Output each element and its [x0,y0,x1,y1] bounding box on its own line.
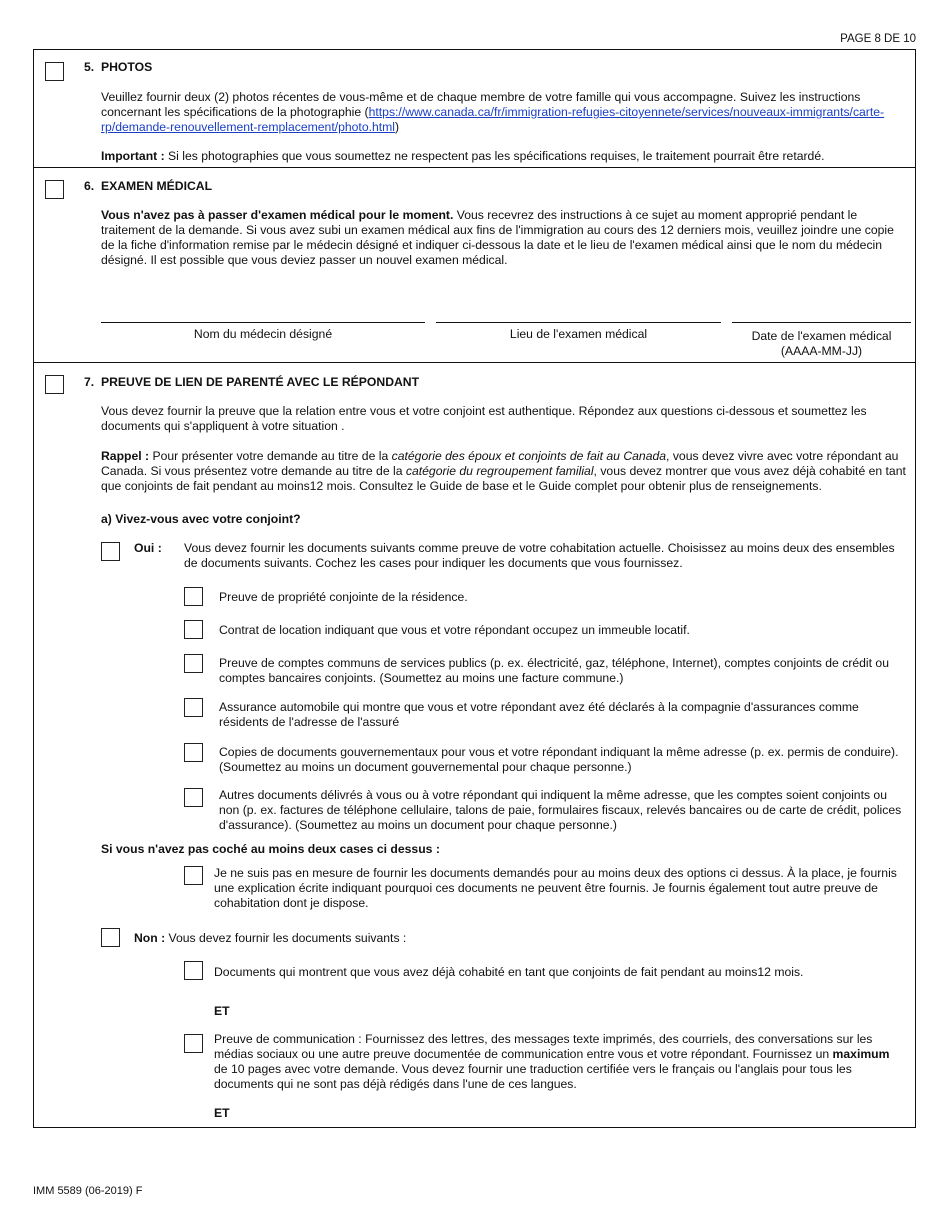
rappel-label: Rappel : [101,449,150,463]
section-6-text [101,208,901,268]
important-text: Si les photographies que vous soumettez ne respectent pas les spécifications requises, le traitement pourrait être retardé. [164,149,825,163]
communication-text-2: de 10 pages avec votre demande. Vous devez fournir une traduction certifiée vers le français ou l'anglais pour tous les documents qui ne sont pas déjà rédigés dans l'une de ces langues. [214,1062,852,1091]
doc-option-label: Autres documents délivrés à vous ou à votre répondant qui indiquent la même adresse, que les comptes soient conjoints ou non (p. ex. factures de téléphone cellulaire, talons de paie, formulaires fiscaux, relevés bancaires ou de carte de crédit, polices d'assurance). (Soumettez au moins un document pour chaque personne.) [219,788,902,832]
section-7-rappel [101,449,906,494]
medical-bold-text: Vous n'avez pas à passer d'examen médical pour le moment. [101,208,454,222]
section-5-important [101,149,906,164]
medical-text: Vous recevrez des instructions à ce sujet au moment approprié pendant le traitement de la demande. Si vous avez subi un examen médical aux fins de l'immigration au cours des 12 derniers mois, veuillez joindre une copie de la fiche d'information remise par le médecin désigné et indiquer ci-dessous la date et le lieu de l'examen médical ainsi que le nom du médecin désigné. Il est possible que vous deviez passer un nouvel examen médical. [101,208,894,267]
cohabitation-proof-label: Documents qui montrent que vous avez déjà cohabité en tant que conjoints de fait pendant au moins12 mois. [214,965,804,979]
communication-text-1: Preuve de communication : Fournissez des lettres, des messages texte imprimés, des courriels, des conversations sur les médias sociaux ou une autre preuve documentée de communication entre vous et votre répondant. Fournissez un [214,1032,873,1061]
cohabitation-proof-checkbox[interactable] [184,961,203,980]
oui-checkbox[interactable] [101,542,120,561]
rappel-text-3: , vous devez montrer que vous avez déjà cohabité en tant que conjoints de fait pendant au moins12 mois. Consultez le Guide de base et le Guide complet pour obtenir plus de renseignements. [101,464,906,493]
doc-option-checkbox[interactable] [184,587,203,606]
section-divider [33,362,916,363]
section-5-checkbox[interactable] [45,62,64,81]
section-5-title: PHOTOS [101,60,153,74]
photo-instructions-text: Veuillez fournir deux (2) photos récentes de vous-même et de chaque membre de votre famille qui vous accompagne. Suivez les instructions concernant les spécifications de la photographie ( [101,90,861,119]
doc-option-label: Assurance automobile qui montre que vous et votre répondant avez été déclarés à la compagnie d'assurances comme résidents de l'adresse de l'assuré [219,700,859,729]
section-5-instructions [101,90,906,135]
rappel-category-family: catégorie du regroupement familial [405,464,594,478]
section-6-title: EXAMEN MÉDICAL [101,179,213,193]
section-7-title: PREUVE DE LIEN DE PARENTÉ AVEC LE RÉPONDANT [101,375,420,389]
doctor-name-field[interactable] [101,322,425,323]
rappel-category-spouse: catégorie des époux et conjoints de fait au Canada [391,449,667,463]
oui-text: Vous devez fournir les documents suivants comme preuve de votre cohabitation actuelle. Choisissez au moins deux des ensembles de documents suivants. Cochez les cases pour indiquer les documents que vous fournissez. [184,541,895,570]
et-label: ET [214,1106,230,1120]
question-a: a) Vivez-vous avec votre conjoint? [101,512,301,526]
non-checkbox[interactable] [101,928,120,947]
communication-maximum: maximum [832,1047,890,1061]
section-5-number: 5. [84,60,95,74]
page-number: PAGE 8 DE 10 [840,33,916,45]
exam-place-field[interactable] [436,322,721,323]
section-7-intro: Vous devez fournir la preuve que la relation entre vous et votre conjoint est authentique. Répondez aux questions ci-dessous et soumettez les documents qui s'appliquent à votre situation . [101,404,867,433]
doc-option-label: Preuve de comptes communs de services publics (p. ex. électricité, gaz, téléphone, Internet), comptes conjoints de crédit ou comptes bancaires conjoints. (Soumettez au moins une facture commune.) [219,656,889,685]
form-code: IMM 5589 (06-2019) F [33,1185,143,1197]
exam-place-label: Lieu de l'examen médical [509,327,648,341]
doctor-name-label: Nom du médecin désigné [193,327,333,341]
exam-date-field[interactable] [732,322,911,323]
rappel-text-2: , vous devez vivre avec votre répondant au Canada. Si vous présentez votre demande au titre de la [101,449,899,478]
communication-proof-checkbox[interactable] [184,1034,203,1053]
doc-option-label: Copies de documents gouvernementaux pour vous et votre répondant indiquant la même adresse (p. ex. permis de conduire). (Soumettez au moins un document gouvernemental pour chaque personne.) [219,745,899,774]
et-label: ET [214,1004,230,1018]
doc-option-label: Preuve de propriété conjointe de la résidence. [219,590,468,604]
not-two-text: Je ne suis pas en mesure de fournir les documents demandés pour au moins deux des options ci dessus. À la place, je fournis une explication écrite indiquant pourquoi ces documents ne peuvent être fournis. Je fournis également tout autre preuve de cohabitation dont je dispose. [214,866,897,910]
communication-proof-label [214,1032,906,1092]
rappel-text-1: Pour présenter votre demande au titre de la [149,449,392,463]
doc-option-checkbox[interactable] [184,654,203,673]
section-divider [33,167,916,168]
doc-option-label: Contrat de location indiquant que vous et votre répondant occupez un immeuble locatif. [219,623,690,637]
oui-label: Oui : [134,541,162,555]
exam-date-label: Date de l'examen médical [751,329,892,343]
exam-date-format: (AAAA-MM-JJ) [780,344,863,358]
section-7-number: 7. [84,375,95,389]
doc-option-checkbox[interactable] [184,698,203,717]
section-6-checkbox[interactable] [45,180,64,199]
not-two-label: Si vous n'avez pas coché au moins deux cases ci dessus : [101,842,440,856]
photo-spec-link[interactable]: https://www.canada.ca/fr/immigration-refugies-citoyennete/services/nouveaux-immigrants/carte-rp/demande-renouvellement-remplacement/photo.html [101,105,885,134]
photo-instructions-close: ) [395,120,400,134]
section-6-number: 6. [84,179,95,193]
doc-option-checkbox[interactable] [184,788,203,807]
doc-option-checkbox[interactable] [184,743,203,762]
non-line [134,931,894,946]
doc-option-checkbox[interactable] [184,620,203,639]
not-two-checkbox[interactable] [184,866,203,885]
important-label: Important : [101,149,165,163]
section-7-checkbox[interactable] [45,375,64,394]
non-label: Non : [134,931,166,945]
non-text: Vous devez fournir les documents suivants : [165,931,407,945]
